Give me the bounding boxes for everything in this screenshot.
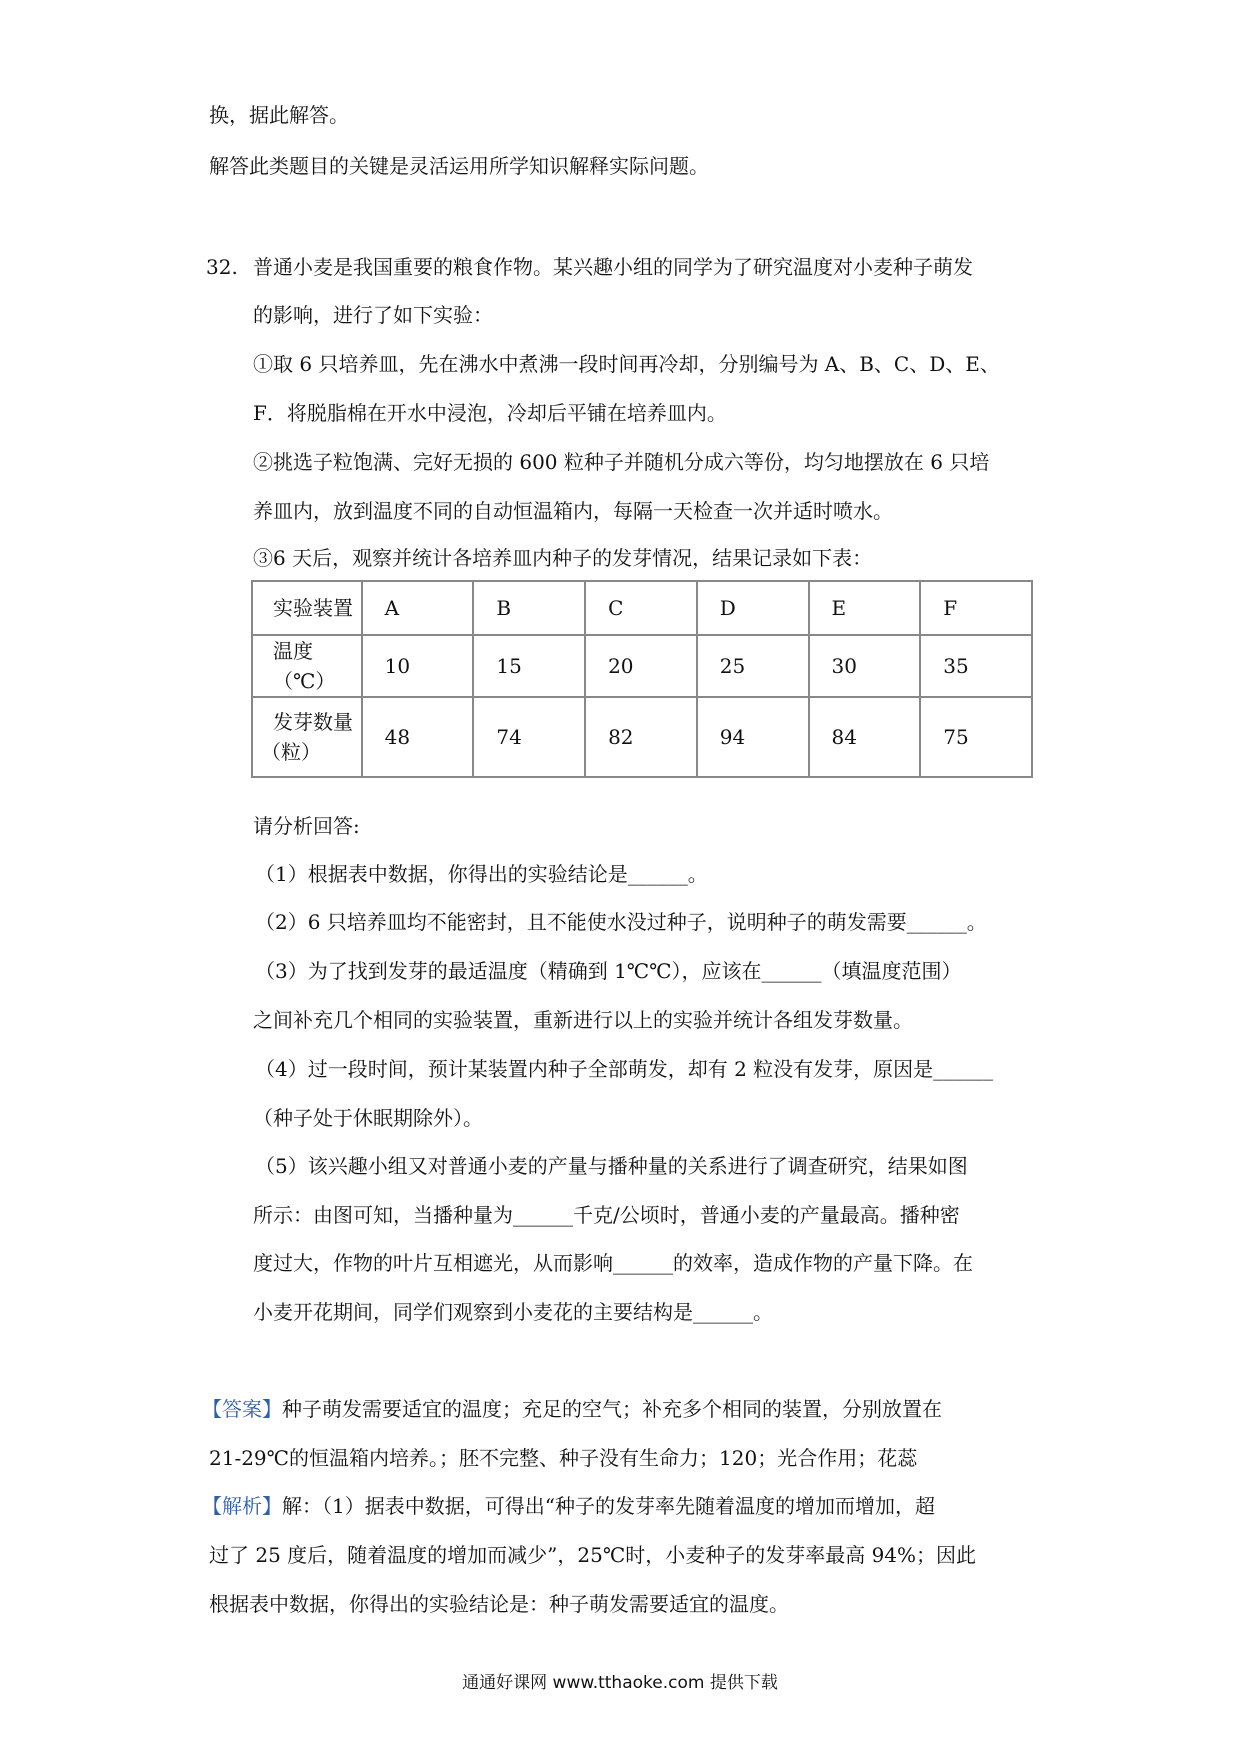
table-cell: 84 — [809, 697, 921, 777]
table-row — [252, 697, 1032, 777]
table-row — [252, 581, 1032, 635]
step-line: ③6 天后，观察并统计各培养皿内种子的发芽情况，结果记录如下表： — [253, 546, 873, 570]
table-header-line: （粒） — [261, 740, 321, 764]
analysis-text: 解：（1）据表中数据，可得出“种子的发芽率先随着温度的增加而增加，超 — [282, 1494, 935, 1518]
table-cell: 10 — [362, 635, 474, 697]
table-cell: D — [697, 581, 809, 635]
table-header-cell: 温度（℃） — [252, 635, 362, 697]
step-line: ②挑选子粒饱满、完好无损的 600 粒种子并随机分成六等份，均匀地摆放在 6 只培 — [253, 450, 990, 474]
table-cell: 48 — [362, 697, 474, 777]
analysis-tag: 【解析】 — [202, 1494, 282, 1518]
sub-question-line: 之间补充几个相同的实验装置，重新进行以上的实验并统计各组发芽数量。 — [253, 1008, 913, 1032]
sub-question-line: 度过大，作物的叶片互相遮光，从而影响______的效率，造成作物的产量下降。在 — [253, 1251, 973, 1275]
analysis-line: 过了 25 度后，随着温度的增加而减少”，25℃时，小麦种子的发芽率最高 94%；因此 — [209, 1543, 977, 1567]
answer-tag: 【答案】 — [202, 1397, 282, 1421]
sub-question-line: 所示：由图可知，当播种量为______千克/公顷时，普通小麦的产量最高。播种密 — [253, 1203, 960, 1227]
text-line: 换，据此解答。 — [209, 103, 349, 127]
table-row — [252, 635, 1032, 697]
table-cell: 82 — [585, 697, 697, 777]
answer-line — [202, 1394, 942, 1424]
germination-table — [251, 580, 1033, 778]
table-cell: C — [585, 581, 697, 635]
prompt-line: 请分析回答: — [253, 814, 360, 838]
sub-question-line: 小麦开花期间，同学们观察到小麦花的主要结构是______。 — [253, 1300, 773, 1324]
table-cell: 30 — [809, 635, 921, 697]
analysis-line — [202, 1491, 935, 1521]
table-cell: B — [473, 581, 585, 635]
table-cell: A — [362, 581, 474, 635]
table-header-cell: 实验装置 — [252, 581, 362, 635]
sub-question-line: （5）该兴趣小组又对普通小麦的产量与播种量的关系进行了调查研究，结果如图 — [255, 1154, 968, 1178]
page-footer: 通通好课网 www.tthaoke.com 提供下载 — [462, 1673, 778, 1693]
table-cell: 74 — [473, 697, 585, 777]
table-cell: 20 — [585, 635, 697, 697]
answer-line: 21-29℃的恒温箱内培养。；胚不完整、种子没有生命力；120；光合作用；花蕊 — [209, 1446, 918, 1470]
table-cell: 35 — [920, 635, 1032, 697]
sub-question-line: （2）6 只培养皿均不能密封，且不能使水没过种子，说明种子的萌发需要______。 — [255, 910, 987, 934]
table-cell: 15 — [473, 635, 585, 697]
step-line: 养皿内，放到温度不同的自动恒温箱内，每隔一天检查一次并适时喷水。 — [253, 499, 893, 523]
analysis-line: 根据表中数据，你得出的实验结论是：种子萌发需要适宜的温度。 — [209, 1592, 789, 1616]
sub-question-line: （种子处于休眠期除外）。 — [253, 1106, 483, 1130]
table-cell: F — [920, 581, 1032, 635]
table-cell: 25 — [697, 635, 809, 697]
table-header-line: 发芽数量 — [273, 710, 353, 734]
question-number: 32. — [206, 255, 238, 279]
sub-question-line: （4）过一段时间，预计某装置内种子全部萌发，却有 2 粒没有发芽，原因是______ — [255, 1057, 994, 1081]
sub-question-line: （1）根据表中数据，你得出的实验结论是______。 — [255, 862, 708, 886]
step-line: ①取 6 只培养皿，先在沸水中煮沸一段时间再冷却，分别编号为 A、B、C、D、E、 — [253, 352, 1000, 376]
table-cell: 75 — [920, 697, 1032, 777]
table-cell: 94 — [697, 697, 809, 777]
question-stem-line: 普通小麦是我国重要的粮食作物。某兴趣小组的同学为了研究温度对小麦种子萌发 — [253, 255, 973, 279]
sub-question-line: （3）为了找到发芽的最适温度（精确到 1℃℃），应该在______（填温度范围） — [255, 959, 962, 983]
table-header-cell — [252, 697, 362, 777]
step-line: F．将脱脂棉在开水中浸泡，冷却后平铺在培养皿内。 — [253, 401, 727, 425]
answer-text: 种子萌发需要适宜的温度；充足的空气；补充多个相同的装置，分别放置在 — [282, 1397, 942, 1421]
text-line: 解答此类题目的关键是灵活运用所学知识解释实际问题。 — [209, 154, 709, 178]
table-cell: E — [809, 581, 921, 635]
question-stem-line: 的影响，进行了如下实验： — [253, 303, 493, 327]
